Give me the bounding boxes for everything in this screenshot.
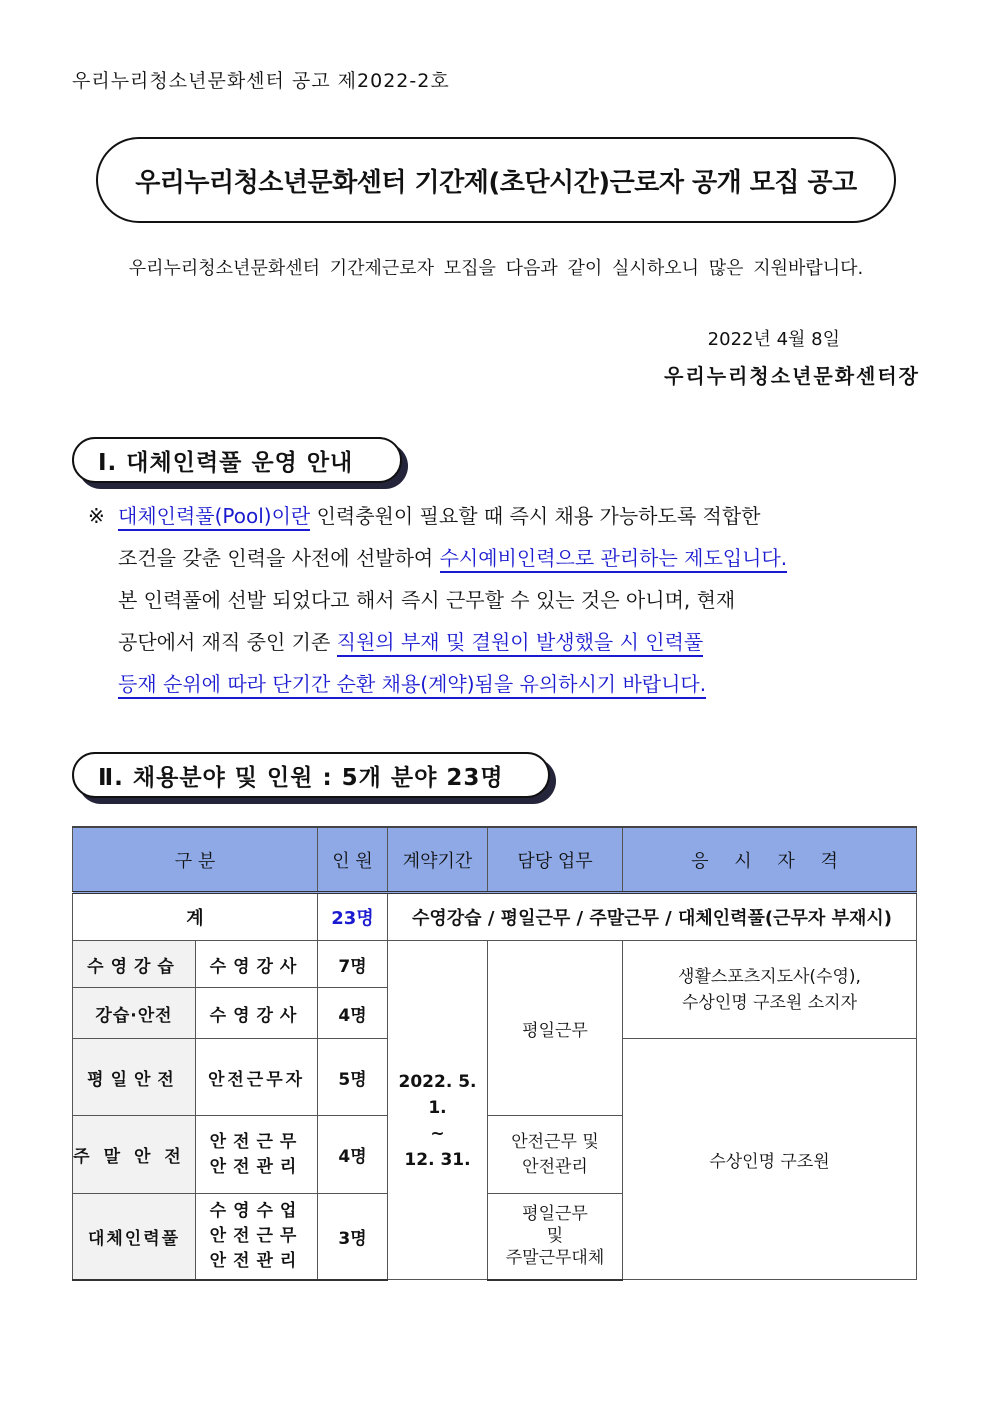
row-role-line-2: 안전근무 [209, 1225, 304, 1246]
row-role-line-2: 안전관리 [209, 1156, 304, 1177]
qualification-instructor-line-1: 생활스포츠지도사(수영), [678, 966, 861, 987]
recruitment-table [72, 826, 917, 1281]
section-1-heading-box [72, 437, 402, 483]
period-end: 12. 31. [404, 1150, 471, 1170]
pool-line-2-text: 조건을 갖춘 인력을 사전에 선발하여 [118, 546, 440, 570]
total-summary: 수영강습 / 평일근무 / 주말근무 / 대체인력풀(근무자 부재시) [388, 893, 917, 941]
row-field: 대체인력풀 [73, 1194, 196, 1280]
row-role-line-1: 안전근무 [209, 1131, 304, 1152]
qualification-instructor [623, 941, 917, 1039]
row-count: 5명 [318, 1039, 388, 1116]
duty-weekday: 평일근무 [488, 941, 623, 1116]
duty-pool-line-2: 및 [546, 1226, 564, 1247]
row-role: 수영강사 [196, 988, 318, 1039]
duty-pool [488, 1194, 623, 1280]
row-field: 강습·안전 [73, 988, 196, 1039]
row-role: 수영강사 [196, 941, 318, 988]
total-count: 23명 [318, 893, 388, 941]
page-title: 우리누리청소년문화센터 기간제(초단시간)근로자 공개 모집 공고 [135, 167, 857, 198]
row-field: 평일안전 [73, 1039, 196, 1116]
header-qualification: 응 시 자 격 [623, 827, 917, 893]
notice-number: 우리누리청소년문화센터 공고 제2022-2호 [72, 70, 450, 92]
pool-term: 대체인력풀(Pool)이란 [118, 504, 310, 531]
row-role-stack [196, 1194, 318, 1280]
pool-line-1 [118, 495, 760, 537]
total-label: 계 [73, 893, 318, 941]
row-count: 4명 [318, 1116, 388, 1194]
header-duty: 담당 업무 [488, 827, 623, 893]
duty-weekend [488, 1116, 623, 1194]
period-start: 2022. 5. 1. [398, 1072, 477, 1118]
pool-line-5 [118, 663, 706, 705]
row-count: 3명 [318, 1194, 388, 1280]
section-2-heading: Ⅱ. 채용분야 및 인원 : 5개 분야 23명 [98, 764, 504, 791]
qualification-instructor-line-2: 수상인명 구조원 소지자 [681, 992, 858, 1013]
duty-pool-line-1: 평일근무 [522, 1204, 588, 1225]
header-count: 인 원 [318, 827, 388, 893]
row-field: 수영강습 [73, 941, 196, 988]
contract-period [388, 941, 488, 1280]
row-role-stack [196, 1116, 318, 1194]
pool-line-4-text: 공단에서 재직 중인 기존 [118, 630, 337, 654]
header-period: 계약기간 [388, 827, 488, 893]
row-field: 주말안전 [73, 1116, 196, 1194]
qualification-safety: 수상인명 구조원 [623, 1039, 917, 1280]
table-header-row [73, 827, 917, 893]
pool-line-2 [118, 537, 787, 579]
row-count: 7명 [318, 941, 388, 988]
row-role-line-1: 수영수업 [209, 1200, 304, 1221]
pool-line-3: 본 인력풀에 선발 되었다고 해서 즉시 근무할 수 있는 것은 아니며, 현재 [118, 588, 736, 612]
table-row [73, 941, 917, 988]
issuer: 우리누리청소년문화센터장 [664, 364, 920, 388]
period-tilde: ~ [430, 1124, 445, 1144]
section-2-heading-box [72, 752, 550, 798]
duty-pool-line-3: 주말근무대체 [505, 1248, 605, 1269]
duty-weekend-line-1: 안전근무 및 [511, 1131, 599, 1152]
total-row [73, 893, 917, 941]
intro-text: 우리누리청소년문화센터 기간제근로자 모집을 다음과 같이 실시하오니 많은 지원바랍니다. [128, 258, 864, 279]
section-1-heading: Ⅰ. 대체인력풀 운영 안내 [98, 449, 354, 476]
note-mark: ※ [88, 504, 105, 528]
title-box [96, 137, 896, 223]
pool-line-1-text: 인력충원이 필요할 때 즉시 채용 가능하도록 적합한 [310, 504, 761, 528]
notice-date: 2022년 4월 8일 [707, 329, 840, 350]
header-category: 구 분 [73, 827, 318, 893]
duty-weekend-line-2: 안전관리 [522, 1156, 588, 1177]
row-role: 안전근무자 [196, 1039, 318, 1116]
row-role-line-3: 안전관리 [209, 1250, 304, 1271]
pool-line-4-emphasis: 직원의 부재 및 결원이 발생했을 시 인력풀 [337, 630, 704, 657]
pool-line-5-emphasis: 등재 순위에 따라 단기간 순환 채용(계약)됨을 유의하시기 바랍니다. [118, 672, 706, 699]
pool-line-4 [118, 621, 703, 663]
row-count: 4명 [318, 988, 388, 1039]
pool-line-2-emphasis: 수시예비인력으로 관리하는 제도입니다. [440, 546, 788, 573]
